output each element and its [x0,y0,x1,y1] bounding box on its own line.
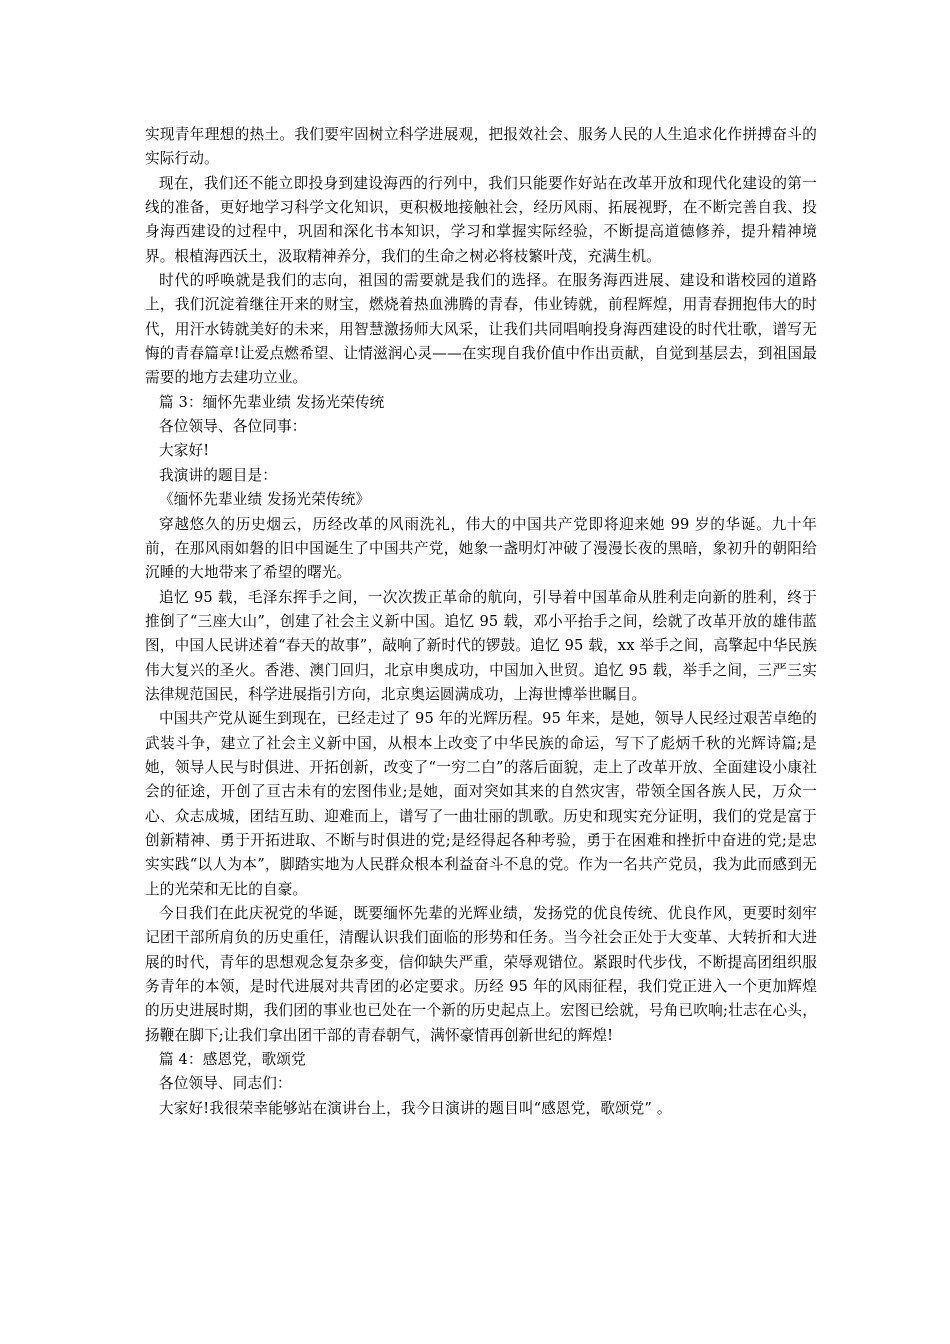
paragraph: 追忆 95 载，毛泽东挥手之间，一次次拨正革命的航向，引导着中国革命从胜利走向新的胜利，终于推倒了“三座大山”，创建了社会主义新中国。追忆 95 载，邓小平抬手之间，绘就了改革开放的雄伟蓝图，中国人民讲述着“春天的故事”，敲响了新时代的锣鼓。追忆 95 载，xx 举手之间，高擎起中华民族伟大复兴的圣火。香港、澳门回归，北京申奥成功，中国加入世贸。追忆 95 载，举手之间，三严三实法律规范国民，科学进展指引方向，北京奥运圆满成功，上海世博举世瞩目。 [145,588,817,703]
greeting: 大家好! [159,442,210,460]
document-body [145,123,817,1121]
section-heading: 篇 4：感恩党，歌颂党 [159,1051,306,1069]
paragraph: 今日我们在此庆祝党的华诞，既要缅怀先辈的光辉业绩，发扬党的优良传统、优良作风，更要时刻牢记团干部所肩负的历史重任，清醒认识我们面临的形势和任务。当今社会正处于大变革、大转折和大进展的时代，青年的思想观念复杂多变，信仰缺失严重，荣辱观错位。紧跟时代步伐，不断提高团组织服务青年的本领，是时代进展对共青团的必定要求。历经 95 年的风雨征程，我们党正进入一个更加辉煌的历史进展时期，我们团的事业也已处在一个新的历史起点上。宏图已绘就，号角已吹响;壮志在心头，扬鞭在脚下;让我们拿出团干部的青春朝气，满怀豪情再创新世纪的辉煌! [145,905,817,1044]
paragraph: 时代的呼唤就是我们的志向，祖国的需要就是我们的选择。在服务海西进展、建设和谐校园的道路上，我们沉淀着继往开来的财宝，燃烧着热血沸腾的青春，伟业铸就，前程辉煌，用青春拥抱伟大的时代，用汗水铸就美好的未来，用智慧激扬师大风采，让我们共同唱响投身海西建设的时代壮歌，谱写无悔的青春篇章!让爱点燃希望、让情滋润心灵——在实现自我价值中作出贡献，自觉到基层去，到祖国最需要的地方去建功立业。 [145,272,817,387]
section-heading: 篇 3：缅怀先辈业绩 发扬光荣传统 [159,393,385,411]
salutation: 各位领导、同志们： [159,1075,292,1093]
paragraph: 中国共产党从诞生到现在，已经走过了 95 年的光辉历程。95 年来，是她，领导人民经过艰苦卓绝的武装斗争，建立了社会主义新中国，从根本上改变了中华民族的命运，写下了彪炳千秋的光辉诗篇;是她，领导人民与时俱进、开拓创新，改变了“一穷二白”的落后面貌，走上了改革开放、全面建设小康社会的征途，开创了亘古未有的宏图伟业;是她，面对突如其来的自然灾害，带领全国各族人民，万众一心、众志成城，团结互助、迎难而上，谱写了一曲壮丽的凯歌。历史和现实充分证明，我们的党是富于创新精神、勇于开拓进取、不断与时俱进的党;是经得起各种考验，勇于在困难和挫折中奋进的党;是忠实实践“以人为本”，脚踏实地为人民群众根本利益奋斗不息的党。作为一名共产党员，我为此而感到无上的光荣和无比的自豪。 [145,710,817,898]
speech-title: 《缅怀先辈业绩 发扬光荣传统》 [159,491,371,509]
salutation: 各位领导、各位同事： [159,418,307,436]
paragraph: 实现青年理想的热土。我们要牢固树立科学进展观，把报效社会、服务人民的人生追求化作拼搏奋斗的实际行动。 [145,126,817,168]
paragraph: 穿越悠久的历史烟云，历经改革的风雨洗礼，伟大的中国共产党即将迎来她 99 岁的华诞。九十年前，在那风雨如磐的旧中国诞生了中国共产党，她象一盏明灯冲破了漫漫长夜的黑暗，象初升的朝阳给沉睡的大地带来了希望的曙光。 [145,515,817,582]
paragraph: 大家好!我很荣幸能够站在演讲台上，我今日演讲的题目叫“感恩党，歌颂党” 。 [159,1099,672,1117]
speech-intro: 我演讲的题目是： [159,466,277,484]
paragraph: 现在，我们还不能立即投身到建设海西的行列中，我们只能要作好站在改革开放和现代化建设的第一线的准备，更好地学习科学文化知识，更积极地接触社会，经历风雨、拓展视野，在不断完善自我、投身海西建设的过程中，巩固和深化书本知识，学习和掌握实际经验，不断提高道德修养，提升精神境界。根植海西沃土，汲取精神养分，我们的生命之树必将枝繁叶茂，充满生机。 [145,174,817,265]
